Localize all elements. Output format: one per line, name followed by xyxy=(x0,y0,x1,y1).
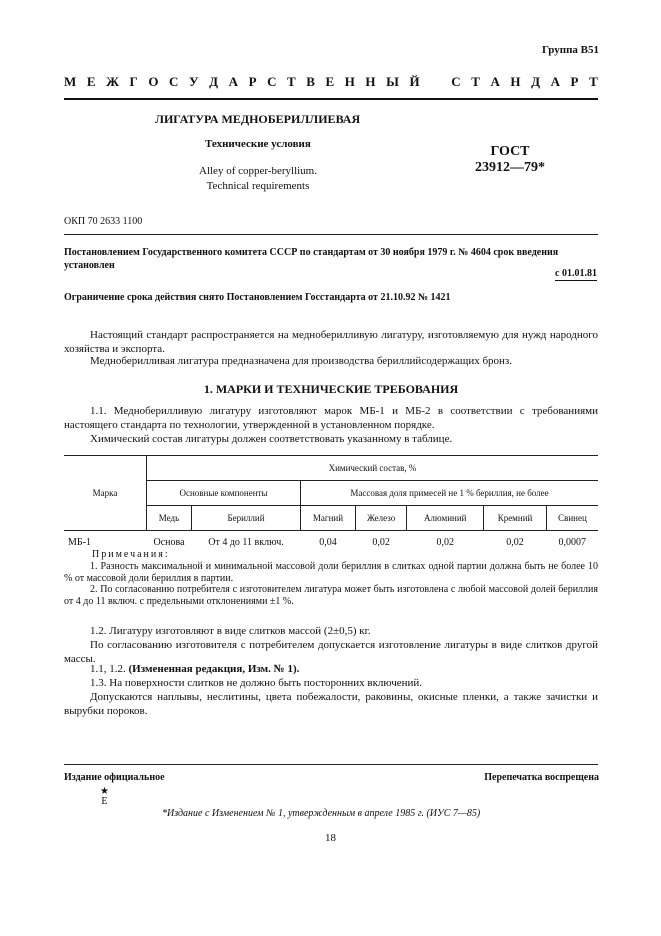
banner-letter: Д xyxy=(209,74,219,89)
cell-magnesium: 0,04 xyxy=(319,536,337,548)
okp-rule xyxy=(64,234,598,235)
intro-paragraph-2: Медноберилливая лигатура предназначена для производства бериллийсодержащих бронз. xyxy=(90,355,513,367)
banner-letter: М xyxy=(64,74,77,89)
banner-letter: А xyxy=(228,74,238,89)
cell-copper: Основа xyxy=(153,536,185,548)
banner-letter: Ы xyxy=(386,74,399,89)
gost-code: 23912—79* xyxy=(475,160,545,175)
cell-silicon: 0,02 xyxy=(506,536,524,548)
document-subtitle: Технические условия xyxy=(205,138,311,150)
star-icon: ★ xyxy=(100,786,109,797)
note-1: 1. Разность максимальной и минимальной массовой доли бериллия в слитках одной партии должна быть не более 10 % от массовой доли бериллия в партии. xyxy=(64,561,598,584)
cell-lead: 0,0007 xyxy=(558,536,586,548)
banner-letter: А xyxy=(550,74,560,89)
header-marka: Марка xyxy=(64,456,147,531)
banner-letter: Т xyxy=(287,74,296,89)
edition-footnote: *Издание с Изменением № 1, утвержденным в апреле 1985 г. (ИУС 7—85) xyxy=(162,808,481,819)
header-impurities: Массовая доля примесей не 1 % бериллия, не более xyxy=(301,481,599,506)
banner-rule xyxy=(64,98,598,100)
english-title xyxy=(150,164,366,194)
banner-letter: Е xyxy=(86,74,96,89)
edition-letter: Е xyxy=(101,796,108,807)
cell-beryllium: От 4 до 11 включ. xyxy=(208,536,284,548)
clause-1-3: 1.3. На поверхности слитков не должно быть посторонних включений. xyxy=(90,677,423,689)
banner-letter: Т xyxy=(589,74,598,89)
official-edition: Издание официальное xyxy=(64,772,165,783)
clause-1-2: 1.2. Лигатуру изготовляют в виде слитков массой (2±0,5) кг. xyxy=(90,625,371,637)
english-title-line-1: Alley of copper-beryllium. xyxy=(199,165,317,177)
subheader-aluminium: Алюминий xyxy=(407,506,484,531)
banner-letter: Р xyxy=(570,74,579,89)
banner-letter: Н xyxy=(510,74,521,89)
banner-letter: Т xyxy=(471,74,480,89)
cell-grade: МБ-1 xyxy=(68,536,91,548)
clause-1-1: 1.1. Медноберилливую лигатуру изготовляют марок МБ-1 и МБ-2 в соответствии с требованиями настоящего стандарта по технологии, утвержденной в установленном порядке. xyxy=(64,405,598,431)
banner-letter: Р xyxy=(248,74,257,89)
banner-letter: Ж xyxy=(106,74,119,89)
cell-aluminium: 0,02 xyxy=(436,536,454,548)
subheader-lead: Свинец xyxy=(546,506,598,531)
banner-letter: Й xyxy=(409,74,420,89)
amendment-label: (Измененная редакция, Изм. № 1). xyxy=(128,663,300,675)
amendment-note xyxy=(64,662,598,676)
gost-label: ГОСТ xyxy=(490,144,530,159)
decree-text: Постановлением Государственного комитета СССР по стандартам от 30 ноября 1979 г. № 4604 срок введения установлен xyxy=(64,247,559,271)
banner-letter: С xyxy=(451,74,461,89)
banner-letter: В xyxy=(306,74,315,89)
document-title: ЛИГАТУРА МЕДНОБЕРИЛЛИЕВАЯ xyxy=(155,112,361,126)
group-code: Группа В51 xyxy=(541,44,599,56)
cell-iron: 0,02 xyxy=(372,536,390,548)
banner-letter: Д xyxy=(531,74,541,89)
banner-letter: Н xyxy=(344,74,355,89)
intro-paragraph-1: Настоящий стандарт распространяется на медноберилливую лигатуру, изготовляемую для нужд народного хозяйства и экспорта. xyxy=(64,329,598,355)
note-2: 2. По согласованию потребителя с изготовителем лигатура может быть изготовлена с любой массовой долей бериллия от 4 до 11 включ. с предельными отклонениями ±1 %. xyxy=(64,584,598,607)
okp-code: ОКП 70 2633 1100 xyxy=(64,216,143,227)
effective-date: с 01.01.81 xyxy=(555,268,597,279)
subheader-beryllium: Бериллий xyxy=(192,506,301,531)
subheader-silicon: Кремний xyxy=(484,506,547,531)
banner-letter: О xyxy=(148,74,159,89)
reprint-prohibited: Перепечатка воспрещена xyxy=(484,772,599,783)
subheader-iron: Железо xyxy=(355,506,406,531)
footer-rule xyxy=(64,764,598,765)
banner-letter: Г xyxy=(129,74,138,89)
subheader-magnesium: Магний xyxy=(301,506,356,531)
section-heading: 1. МАРКИ И ТЕХНИЧЕСКИЕ ТРЕБОВАНИЯ xyxy=(203,382,459,396)
edition-mark xyxy=(100,787,109,807)
header-chemical-composition: Химический состав, % xyxy=(147,456,599,481)
subheader-copper: Медь xyxy=(147,506,192,531)
clause-1-1-composition: Химический состав лигатуры должен соответствовать указанному в таблице. xyxy=(90,433,453,445)
page-number: 18 xyxy=(325,832,336,844)
clause-1-3-defects: Допускаются наплывы, неслитины, цвета побежалости, раковины, окисные пленки, а также зачистки и вырубки пороков. xyxy=(64,691,598,717)
standard-banner xyxy=(64,74,598,90)
clause-1-2-other-mass: По согласованию изготовителя с потребителем допускается изготовление лигатуры в виде слитков другой массы. xyxy=(64,639,598,665)
banner-letter: А xyxy=(490,74,500,89)
gost-number xyxy=(460,144,560,176)
banner-letter: Н xyxy=(365,74,376,89)
chemical-composition-table xyxy=(64,455,598,553)
english-title-line-2: Technical requirements xyxy=(206,180,310,192)
header-main-components: Основные компоненты xyxy=(147,481,301,506)
notes-heading: Примечания: xyxy=(92,549,170,560)
restriction-text: Ограничение срока действия снято Постановлением Госстандарта от 21.10.92 № 1421 xyxy=(64,292,451,303)
banner-letter: С xyxy=(267,74,277,89)
banner-letter: С xyxy=(169,74,179,89)
banner-letter: У xyxy=(188,74,199,89)
amendment-clauses: 1.1, 1.2. xyxy=(90,663,126,675)
banner-letter: Е xyxy=(325,74,335,89)
